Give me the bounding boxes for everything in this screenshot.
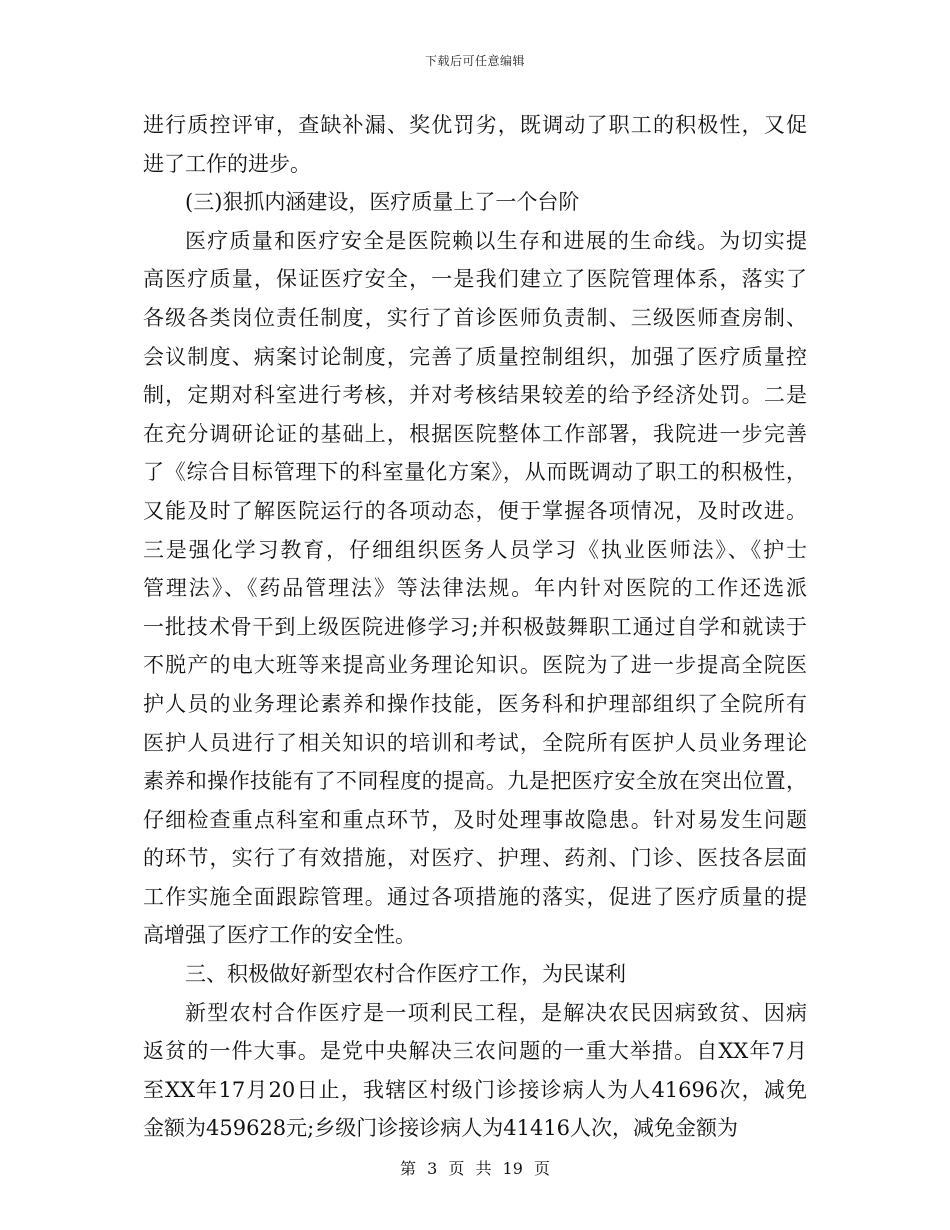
text-line: 管理法》、《药品管理法》等法律法规。年内针对医院的工作还选派 (143, 576, 807, 601)
text-line: 素养和操作技能有了不同程度的提高。九是把医疗安全放在突出位置， (143, 769, 807, 794)
text-line: 高医疗质量，保证医疗安全，一是我们建立了医院管理体系，落实了 (143, 267, 807, 292)
header-note: 下载后可任意编辑 (424, 54, 525, 68)
text-line: 高增强了医疗工作的安全性。 (143, 923, 416, 948)
text-line: 新型农村合作医疗是一项利民工程，是解决农民因病致贫、因病 (185, 1000, 807, 1025)
text-line: 一批技术骨干到上级医院进修学习;并积极鼓舞职工通过自学和就读于 (143, 614, 807, 639)
page-number: 第 3 页 共 19 页 (400, 1159, 550, 1178)
text-line: 进行质控评审，查缺补漏、奖优罚劣，既调动了职工的积极性，又促 (143, 113, 807, 137)
text-line: 金额为459628元;乡级门诊接诊病人为41416人次，减免金额为 (143, 1116, 739, 1141)
text-line: 护人员的业务理论素养和操作技能，医务科和护理部组织了全院所有 (143, 691, 807, 716)
text-line: 医护人员进行了相关知识的培训和考试，全院所有医护人员业务理论 (143, 730, 807, 755)
text-line: 至XX年17月20日止，我辖区村级门诊接诊病人为人41696次，减免 (143, 1077, 807, 1102)
text-line: 进了工作的进步。 (143, 151, 311, 176)
text-line: 工作实施全面跟踪管理。通过各项措施的落实，促进了医疗质量的提 (143, 884, 807, 909)
text-line: 会议制度、病案讨论制度，完善了质量控制组织，加强了医疗质量控 (143, 344, 807, 369)
text-line: 仔细检查重点科室和重点环节，及时处理事故隐患。针对易发生问题 (143, 807, 807, 832)
text-line: 医疗质量和医疗安全是医院赖以生存和进展的生命线。为切实提 (185, 228, 807, 253)
text-line: 不脱产的电大班等来提高业务理论知识。医院为了进一步提高全院医 (143, 653, 807, 678)
section-heading: 三、积极做好新型农村合作医疗工作，为民谋利 (185, 962, 626, 987)
text-line: 制，定期对科室进行考核，并对考核结果较差的给予经济处罚。二是 (143, 383, 807, 408)
text-line: 返贫的一件大事。是党中央解决三农问题的一重大举措。自XX年7月 (143, 1039, 807, 1064)
text-line: 又能及时了解医院运行的各项动态，便于掌握各项情况，及时改进。 (143, 498, 807, 523)
text-line: 的环节，实行了有效措施，对医疗、护理、药剂、门诊、医技各层面 (143, 846, 807, 871)
section-subheading: (三)狠抓内涵建设，医疗质量上了一个台阶 (185, 190, 580, 215)
text-line: 三是强化学习教育，仔细组织医务人员学习《执业医师法》、《护士 (143, 537, 807, 562)
body-text (143, 106, 807, 1148)
text-line: 在充分调研论证的基础上，根据医院整体工作部署，我院进一步完善 (143, 421, 807, 446)
text-line: 了《综合目标管理下的科室量化方案》，从而既调动了职工的积极性， (143, 460, 807, 485)
text-line: 各级各类岗位责任制度，实行了首诊医师负责制、三级医师查房制、 (143, 305, 807, 330)
